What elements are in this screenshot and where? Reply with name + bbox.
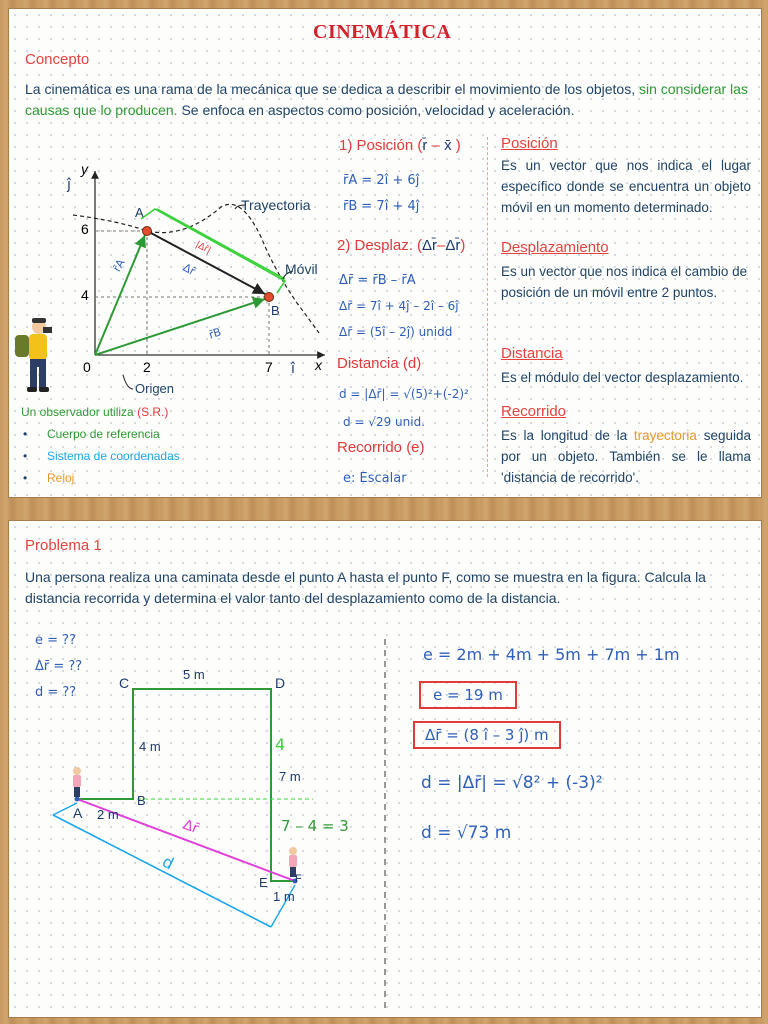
movil-label: Móvil	[285, 261, 318, 277]
tick-x2: 2	[143, 359, 151, 375]
observer-sr: (S.R.)	[133, 405, 169, 419]
tick-y4: 4	[81, 287, 89, 303]
j-hat-label: ĵ	[67, 177, 71, 193]
problem-board	[8, 520, 762, 1018]
posicion-title	[339, 137, 461, 154]
point-a-label: A	[135, 205, 144, 220]
def-distancia-title: Distancia	[501, 345, 563, 362]
dr-path-label: Δr̄	[180, 816, 201, 838]
recorrido-title: Recorrido (e)	[337, 439, 425, 456]
point-b-label: B	[271, 303, 280, 318]
label-b: B	[137, 793, 146, 808]
x-axis-label: x	[315, 357, 322, 373]
desp-dash: –	[437, 237, 446, 254]
observer-bullet-3: •	[23, 471, 28, 485]
trayectoria-label: Trayectoria	[241, 197, 311, 213]
def-recorrido-c: seguida por un objeto. También se le llama 'distancia de recorrido'.	[501, 428, 751, 485]
def-recorrido-a: Es la longitud de la	[501, 428, 634, 443]
desp-dr: Δr̄	[422, 237, 438, 254]
origen-label: Origen	[135, 381, 175, 396]
label-d: D	[275, 675, 286, 691]
def-recorrido-text	[501, 425, 751, 488]
label-c: C	[119, 675, 130, 691]
d-equation-2: d = √29 unid.	[343, 415, 426, 429]
i-hat-label: î	[291, 361, 295, 377]
observer-item-1: Cuerpo de referencia	[47, 427, 160, 441]
def-recorrido-title: Recorrido	[501, 403, 567, 420]
column-divider	[487, 137, 489, 477]
desp-title-text: 2) Desplaz. (	[337, 237, 423, 254]
d-path-label: d	[159, 851, 177, 874]
calc-7-4: 7 – 4 = 3	[281, 817, 349, 835]
d-equation-1: d = |Δr̄| = √(5)²+(-2)²	[339, 387, 469, 401]
dr-equation-1: Δr̄ = r̄B – r̄A	[339, 273, 416, 288]
walking-path-diagram	[9, 521, 761, 1017]
solution-sum: e = 2m + 4m + 5m + 7m + 1m	[423, 645, 680, 664]
tick-y6: 6	[81, 221, 89, 237]
pos-r: r̄	[422, 137, 428, 154]
rb-equation: r̄B = 7î + 4ĵ	[343, 199, 420, 214]
segment-4m: 4 m	[139, 739, 161, 754]
problem-heading: Problema 1	[25, 537, 102, 554]
concepto-text-c: Se enfoca en aspectos como posición, velocidad y aceleración.	[177, 102, 575, 118]
observer-bullet-2: •	[23, 449, 28, 463]
def-posicion-text: Es un vector que nos indica el lugar específico donde se encuentra un objeto móvil en un momento determinado.	[501, 158, 751, 215]
pos-dash: –	[427, 137, 445, 154]
solution-dr-box: Δr̄ = (8 î – 3 ĵ) m	[413, 721, 561, 749]
path-line	[77, 689, 297, 881]
page-title: CINEMÁTICA	[313, 21, 452, 43]
observer-bullet-1: •	[23, 427, 28, 441]
pos-close: )	[451, 137, 461, 154]
question-dr: Δr̄ = ??	[35, 659, 83, 674]
def-desplazamiento-title: Desplazamiento	[501, 239, 609, 256]
solution-d-formula: d = |Δr̄| = √8² + (-3)²	[421, 773, 603, 793]
tick-x7: 7	[265, 359, 273, 375]
label-e: E	[259, 875, 268, 890]
ra-equation: r̄A = 2î + 6ĵ	[343, 173, 420, 188]
distancia-title: Distancia (d)	[337, 355, 422, 372]
observer-item-2: Sistema de coordenadas	[47, 449, 180, 463]
concepto-heading: Concepto	[25, 51, 90, 68]
rb-label: r̄B	[207, 325, 223, 342]
segment-1m: 1 m	[273, 889, 295, 904]
question-d: d = ??	[35, 685, 77, 700]
def-distancia-text: Es el módulo del vector desplazamiento.	[501, 370, 744, 385]
problem-text: Una persona realiza una caminata desde el punto A hasta el punto F, como se muestra en la figura. Calcula la distancia recorrida y determina el valor tanto del desplazamiento como de la distancia.	[25, 569, 706, 606]
solution-e-box: e = 19 m	[419, 681, 517, 709]
def-recorrido-b: trayectoria	[633, 428, 697, 443]
concepto-text-b: sin considerar las causas que lo producen.	[25, 81, 748, 118]
observer-intro	[21, 405, 168, 419]
segment-2m: 2 m	[97, 807, 119, 822]
label-a: A	[73, 805, 83, 821]
observer-intro-text: Un observador utiliza	[21, 405, 134, 419]
desplaz-title	[337, 237, 465, 254]
dr-equation-3: Δr̄ = (5î – 2ĵ) unidd	[339, 325, 453, 339]
tick-x0: 0	[83, 359, 91, 375]
pos-title-text: 1) Posición (	[339, 137, 423, 154]
label-f: F	[295, 873, 302, 885]
desp-close: )	[460, 237, 466, 254]
solution-d-result: d = √73 m	[421, 823, 512, 843]
green-4-label: 4	[275, 735, 286, 754]
observer-item-3: Reloj	[47, 471, 75, 485]
y-axis-label: y	[81, 161, 88, 177]
desp-dx: Δr̄	[445, 237, 461, 254]
segment-7m: 7 m	[279, 769, 301, 784]
def-posicion-title: Posición	[501, 135, 558, 152]
concepto-text-a: La cinemática es una rama de la mecánica que se dedica a describir el movimiento de los objetos,	[25, 81, 636, 97]
segment-5m: 5 m	[183, 667, 205, 682]
pos-x: x̄	[444, 137, 452, 154]
concept-board	[8, 8, 762, 498]
question-e: e = ??	[35, 633, 76, 648]
def-desplazamiento-text: Es un vector que nos indica el cambio de posición de un móvil entre 2 puntos.	[501, 264, 748, 300]
dist-graph-label: |Δr̄|	[193, 239, 213, 257]
dr-graph-label: Δr̄	[180, 260, 198, 279]
e-equation: e: Escalar	[343, 471, 407, 486]
dr-equation-2: Δr̄ = 7î + 4ĵ – 2î – 6ĵ	[339, 299, 459, 313]
ra-label: r̄A	[110, 257, 128, 274]
